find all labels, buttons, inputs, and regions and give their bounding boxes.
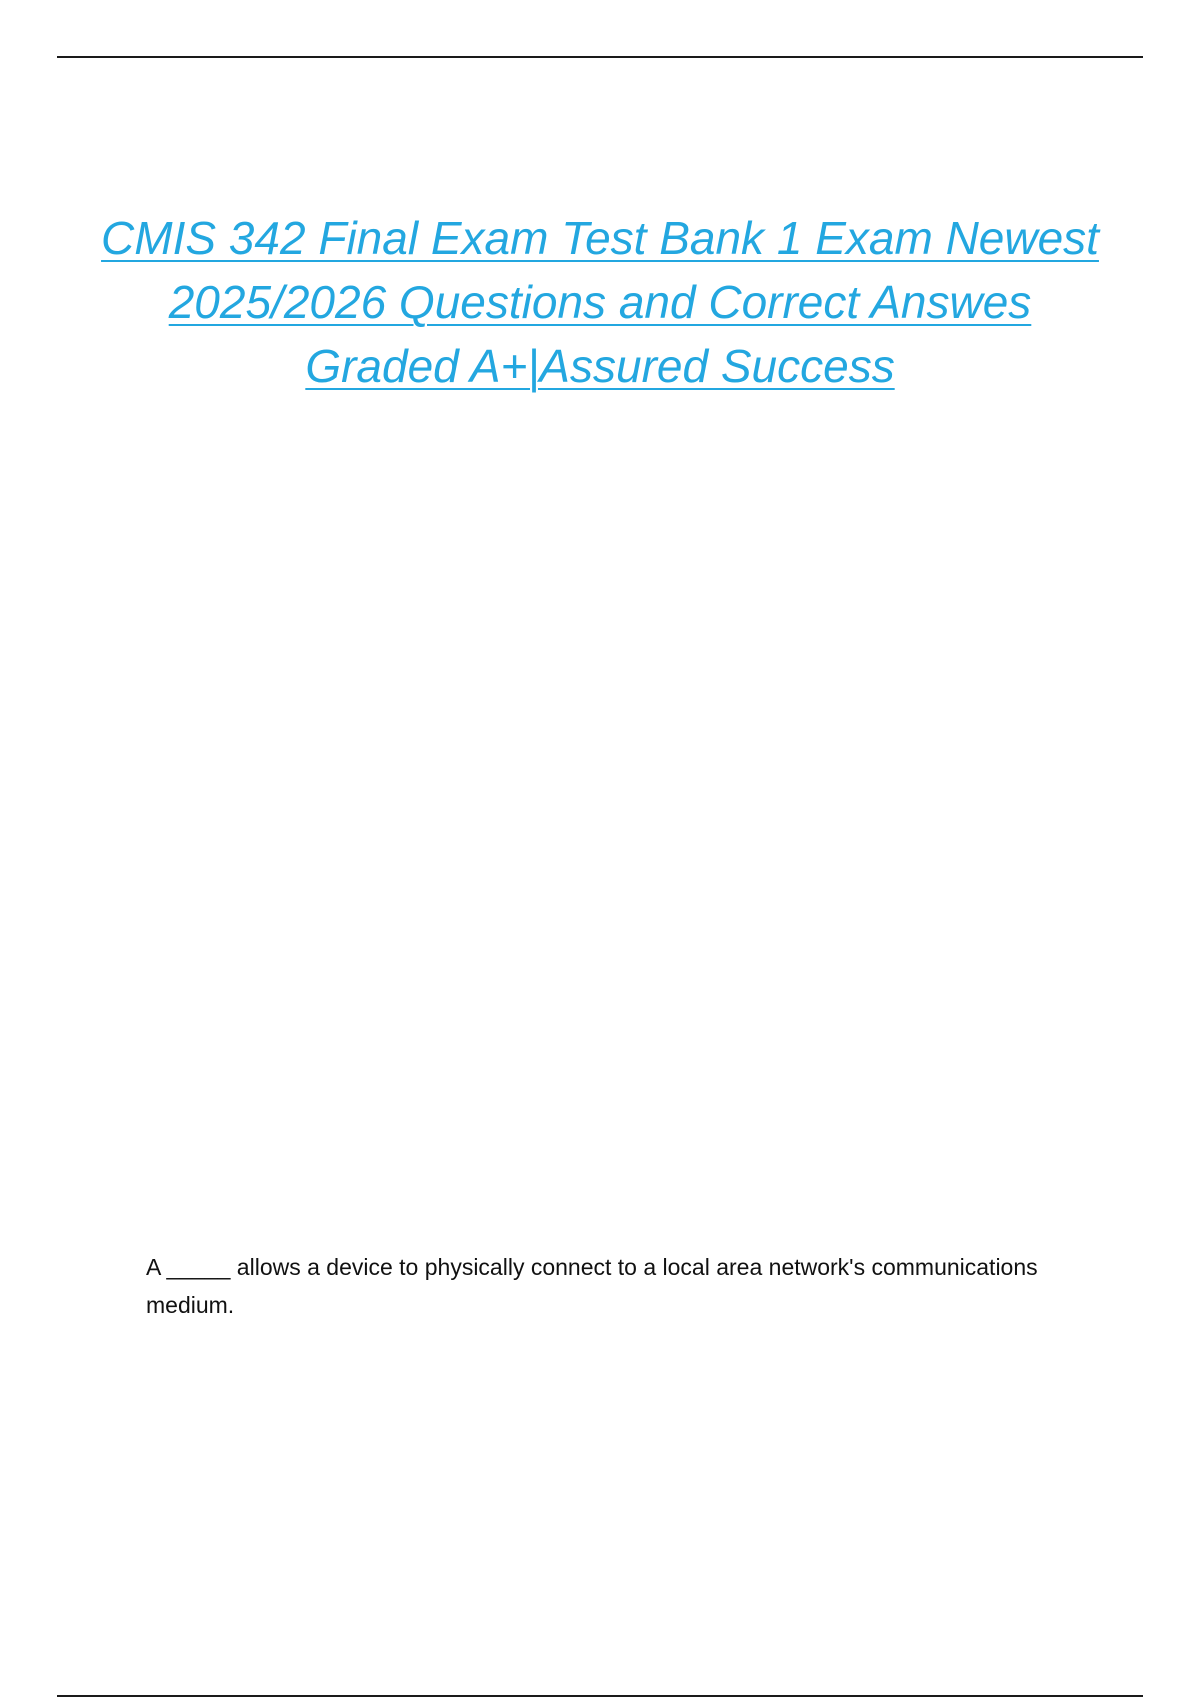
document-title: CMIS 342 Final Exam Test Bank 1 Exam Newest 2025/2026 Questions and Correct Answes Graded A+|Assured Success bbox=[101, 212, 1099, 392]
top-rule bbox=[57, 56, 1143, 58]
bottom-rule bbox=[57, 1695, 1143, 1697]
question-text: A _____ allows a device to physically connect to a local area network's communications medium. bbox=[146, 1254, 1038, 1318]
